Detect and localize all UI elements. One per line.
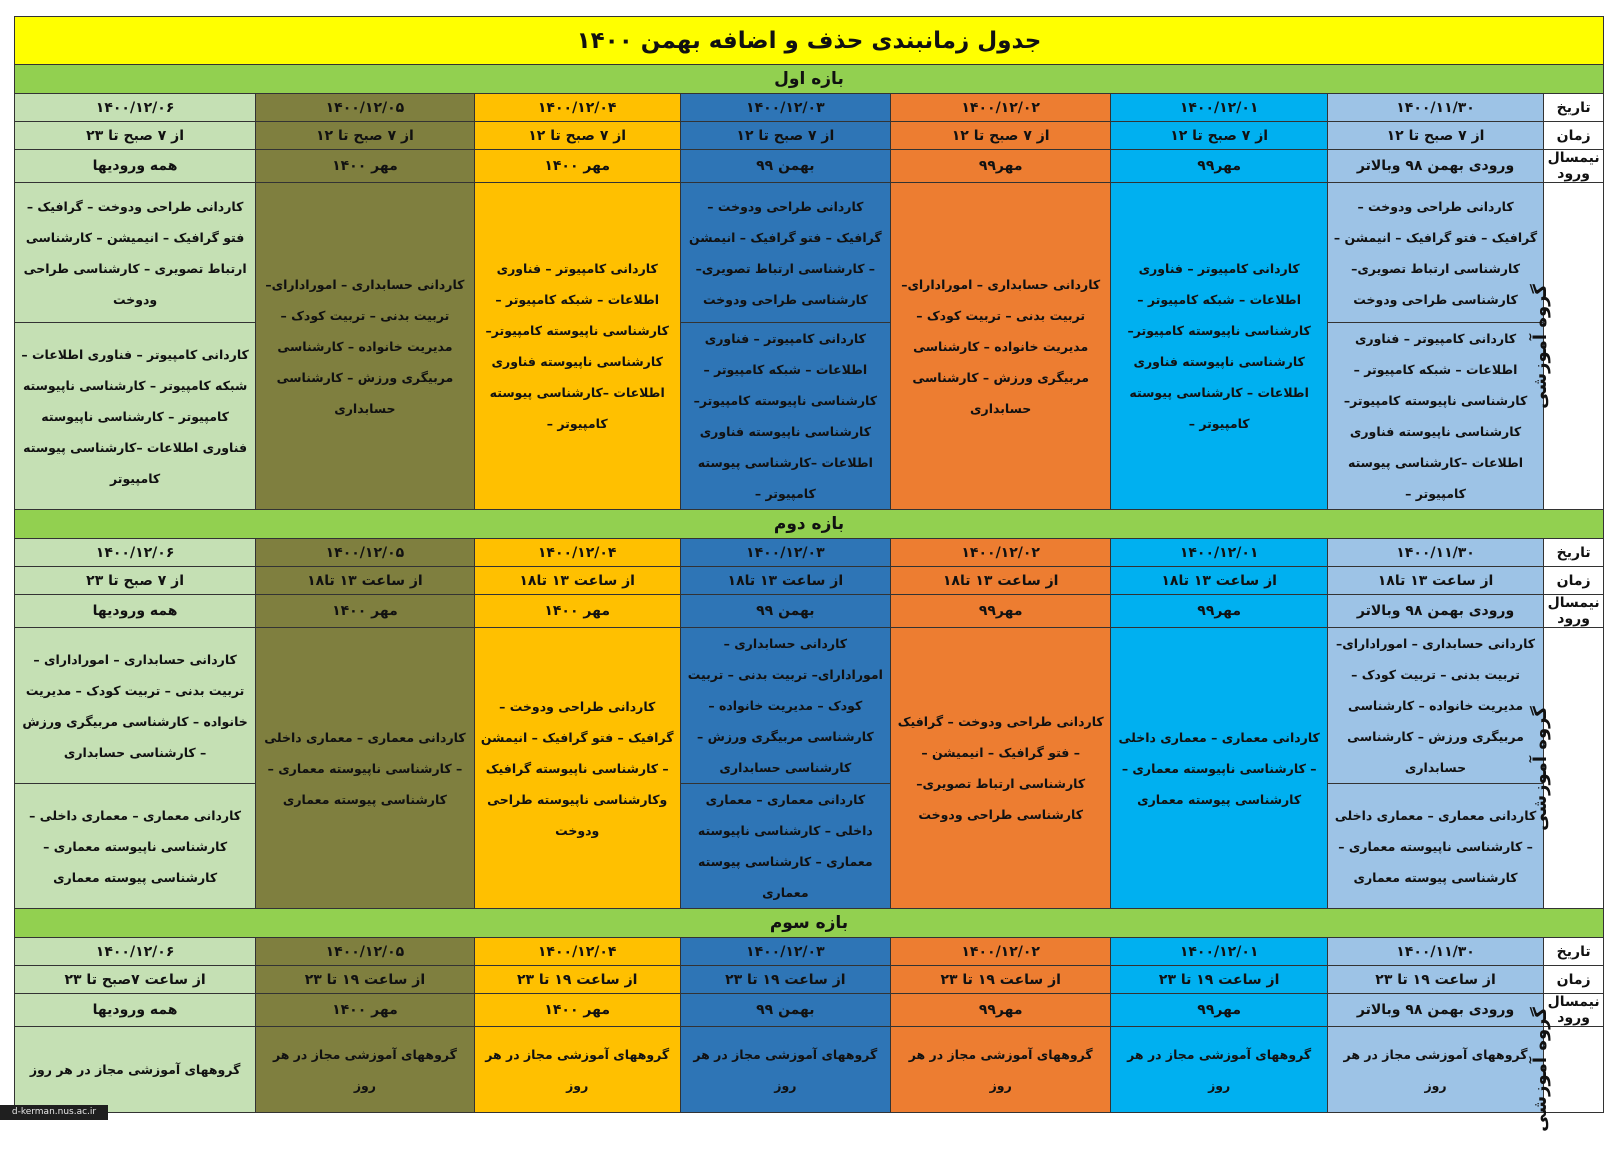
group-cell: کاردانی معماری – معماری داخلی – کارشناسی ناپیوسته معماری – کارشناسی پیوسته معماری <box>15 784 256 909</box>
entry-cell: مهر۹۹ <box>1111 150 1327 183</box>
period-header: بازه دوم <box>15 510 1604 539</box>
date-cell: ۱۴۰۰/۱۱/۳۰ <box>1327 539 1543 567</box>
time-cell: از ۷ صبح تا ۱۲ <box>256 122 474 150</box>
entry-cell: مهر۹۹ <box>1111 595 1327 628</box>
group-cell: کاردانی طراحی ودوخت – گرافیک – فتو گرافیک – انیمشن – کارشناسی ارتباط تصویری– کارشناسی طراحی ودوخت <box>680 183 890 323</box>
group-cell: کاردانی کامپیوتر – فناوری اطلاعات – شبکه کامپیوتر – کارشناسی ناپیوسته کامپیوتر – کارشناسی ناپیوسته فناوری اطلاعات –کارشناسی پیوسته کامپیوتر <box>15 323 256 510</box>
row-label-time: زمان <box>1544 122 1604 150</box>
group-cell: کاردانی حسابداری – امورادارای – تربیت بدنی – تربیت کودک – مدیریت خانواده – کارشناسی مربیگری ورزش – کارشناسی حسابداری <box>15 628 256 784</box>
schedule-table <box>14 16 1604 1132</box>
group-cell: کاردانی طراحی ودوخت – گرافیک – فتو گرافیک – انیمشن – کارشناسی ناپیوسته گرافیک وکارشناسی ناپیوسته طراحی ودوخت <box>474 628 680 909</box>
entry-cell: مهر ۱۴۰۰ <box>256 150 474 183</box>
group-cell: گروههای آموزشی مجاز در هر روز <box>1111 1027 1327 1113</box>
group-cell: کاردانی معماری – معماری داخلی – کارشناسی ناپیوسته معماری – کارشناسی پیوسته معماری <box>1327 784 1543 909</box>
time-cell: از ۷ صبح تا ۱۲ <box>1327 122 1543 150</box>
time-cell: از ساعت ۱۹ تا ۲۳ <box>1327 966 1543 994</box>
row-label-group-text: گروه آموزشی <box>1530 705 1552 831</box>
entry-cell: مهر۹۹ <box>890 150 1111 183</box>
entry-cell: مهر ۱۴۰۰ <box>474 994 680 1027</box>
entry-cell: مهر۹۹ <box>1111 994 1327 1027</box>
time-cell: از ساعت ۱۹ تا ۲۳ <box>256 966 474 994</box>
group-cell: گروههای آموزشی مجاز در هر روز <box>256 1027 474 1113</box>
row-label-group-text: گروه آموزشی <box>1530 283 1552 409</box>
time-cell: از ساعت ۱۳ تا۱۸ <box>474 567 680 595</box>
time-cell: از ساعت ۱۳ تا۱۸ <box>890 567 1111 595</box>
row-label-group <box>1530 183 1604 510</box>
date-cell: ۱۴۰۰/۱۲/۰۶ <box>15 938 256 966</box>
time-cell: از ۷ صبح تا ۱۲ <box>890 122 1111 150</box>
time-cell: از ۷ صبح تا ۲۳ <box>15 567 256 595</box>
date-cell: ۱۴۰۰/۱۲/۰۲ <box>890 94 1111 122</box>
group-cell: کاردانی معماری – معماری داخلی – کارشناسی ناپیوسته معماری – کارشناسی پیوسته معماری <box>1111 628 1327 909</box>
time-cell: از ساعت ۱۳ تا۱۸ <box>256 567 474 595</box>
date-cell: ۱۴۰۰/۱۲/۰۴ <box>474 938 680 966</box>
group-cell: کاردانی حسابداری – امورادارای– تربیت بدنی – تربیت کودک – مدیریت خانواده – کارشناسی مربیگری ورزش – کارشناسی حسابداری <box>890 183 1111 510</box>
group-cell: گروههای آموزشی مجاز در هر روز <box>1327 1027 1543 1113</box>
date-cell: ۱۴۰۰/۱۲/۰۲ <box>890 938 1111 966</box>
period-header: بازه اول <box>15 65 1604 94</box>
date-cell: ۱۴۰۰/۱۱/۳۰ <box>1327 94 1543 122</box>
date-cell: ۱۴۰۰/۱۲/۰۲ <box>890 539 1111 567</box>
group-cell: گروههای آموزشی مجاز در هر روز <box>15 1027 256 1113</box>
entry-cell: همه ورودیها <box>15 595 256 628</box>
group-cell: کاردانی معماری – معماری داخلی – کارشناسی ناپیوسته معماری – کارشناسی پیوسته معماری <box>256 628 474 909</box>
time-cell: از ساعت ۱۹ تا ۲۳ <box>1111 966 1327 994</box>
group-cell: کاردانی حسابداری – امورادارای– تربیت بدنی – تربیت کودک – مدیریت خانواده – کارشناسی مربیگری ورزش – کارشناسی حسابداری <box>1327 628 1543 784</box>
time-cell: از ۷ صبح تا ۱۲ <box>680 122 890 150</box>
group-cell: گروههای آموزشی مجاز در هر روز <box>680 1027 890 1113</box>
group-cell: کاردانی معماری – معماری داخلی – کارشناسی ناپیوسته معماری – کارشناسی پیوسته معماری <box>680 784 890 909</box>
row-label-date: تاریخ <box>1544 94 1604 122</box>
date-cell: ۱۴۰۰/۱۲/۰۵ <box>256 94 474 122</box>
row-label-entry: نیمسال ورود <box>1544 150 1604 183</box>
time-cell: از ساعت ۱۹ تا ۲۳ <box>890 966 1111 994</box>
entry-cell: مهر ۱۴۰۰ <box>256 595 474 628</box>
row-label-group-text: گروه آموزشی <box>1530 1007 1552 1132</box>
entry-cell: مهر ۱۴۰۰ <box>256 994 474 1027</box>
entry-cell: ورودی بهمن ۹۸ وبالاتر <box>1327 150 1543 183</box>
date-cell: ۱۴۰۰/۱۲/۰۶ <box>15 94 256 122</box>
watermark: d-kerman.nus.ac.ir <box>0 1105 108 1120</box>
time-cell: از ساعت ۱۹ تا ۲۳ <box>680 966 890 994</box>
period-header: بازه سوم <box>15 909 1604 938</box>
time-cell: از ۷ صبح تا ۱۲ <box>1111 122 1327 150</box>
time-cell: از ساعت ۱۳ تا۱۸ <box>680 567 890 595</box>
entry-cell: مهر ۱۴۰۰ <box>474 150 680 183</box>
date-cell: ۱۴۰۰/۱۲/۰۱ <box>1111 94 1327 122</box>
date-cell: ۱۴۰۰/۱۲/۰۱ <box>1111 938 1327 966</box>
row-label-entry: نیمسال ورود <box>1544 994 1604 1027</box>
time-cell: از ساعت ۱۳ تا۱۸ <box>1327 567 1543 595</box>
date-cell: ۱۴۰۰/۱۲/۰۴ <box>474 539 680 567</box>
group-cell: کاردانی حسابداری – امورادارای– تربیت بدنی – تربیت کودک – مدیریت خانواده – کارشناسی مربیگری ورزش – کارشناسی حسابداری <box>680 628 890 784</box>
group-cell: کاردانی کامپیوتر – فناوری اطلاعات – شبکه کامپیوتر – کارشناسی ناپیوسته کامپیوتر– کارشناسی ناپیوسته فناوری اطلاعات –کارشناسی پیوسته کامپیوتر – <box>1327 323 1543 510</box>
entry-cell: مهر۹۹ <box>890 595 1111 628</box>
group-cell: کاردانی کامپیوتر – فناوری اطلاعات – شبکه کامپیوتر – کارشناسی ناپیوسته کامپیوتر– کارشناسی ناپیوسته فناوری اطلاعات –کارشناسی پیوسته کامپیوتر – <box>680 323 890 510</box>
date-cell: ۱۴۰۰/۱۲/۰۵ <box>256 938 474 966</box>
entry-cell: بهمن ۹۹ <box>680 595 890 628</box>
group-cell: گروههای آموزشی مجاز در هر روز <box>890 1027 1111 1113</box>
entry-cell: همه ورودیها <box>15 150 256 183</box>
entry-cell: ورودی بهمن ۹۸ وبالاتر <box>1327 994 1543 1027</box>
row-label-entry: نیمسال ورود <box>1544 595 1604 628</box>
date-cell: ۱۴۰۰/۱۲/۰۳ <box>680 539 890 567</box>
row-label-date: تاریخ <box>1544 539 1604 567</box>
entry-cell: مهر ۱۴۰۰ <box>474 595 680 628</box>
entry-cell: بهمن ۹۹ <box>680 150 890 183</box>
group-cell: کاردانی کامپیوتر – فناوری اطلاعات – شبکه کامپیوتر – کارشناسی ناپیوسته کامپیوتر– کارشناسی ناپیوسته فناوری اطلاعات – کارشناسی پیوسته کامپیوتر – <box>1111 183 1327 510</box>
time-cell: از ۷ صبح تا ۱۲ <box>474 122 680 150</box>
group-cell: کاردانی طراحی ودوخت – گرافیک – فتو گرافیک – انیمشن – کارشناسی ارتباط تصویری– کارشناسی طراحی ودوخت <box>1327 183 1543 323</box>
entry-cell: بهمن ۹۹ <box>680 994 890 1027</box>
date-cell: ۱۴۰۰/۱۱/۳۰ <box>1327 938 1543 966</box>
date-cell: ۱۴۰۰/۱۲/۰۴ <box>474 94 680 122</box>
row-label-time: زمان <box>1544 966 1604 994</box>
time-cell: از ساعت ۱۳ تا۱۸ <box>1111 567 1327 595</box>
date-cell: ۱۴۰۰/۱۲/۰۳ <box>680 94 890 122</box>
group-cell: گروههای آموزشی مجاز در هر روز <box>474 1027 680 1113</box>
group-cell: کاردانی کامپیوتر – فناوری اطلاعات – شبکه کامپیوتر – کارشناسی ناپیوسته کامپیوتر– کارشناسی ناپیوسته فناوری اطلاعات –کارشناسی پیوسته کامپیوتر – <box>474 183 680 510</box>
group-cell: کاردانی طراحی ودوخت – گرافیک – فتو گرافیک – انیمیشن – کارشناسی ارتباط تصویری– کارشناسی طراحی ودوخت <box>890 628 1111 909</box>
group-cell: کاردانی طراحی ودوخت – گرافیک – فتو گرافیک – انیمیشن – کارشناسی ارتباط تصویری – کارشناسی طراحی ودوخت <box>15 183 256 323</box>
time-cell: از ۷ صبح تا ۲۳ <box>15 122 256 150</box>
date-cell: ۱۴۰۰/۱۲/۰۵ <box>256 539 474 567</box>
date-cell: ۱۴۰۰/۱۲/۰۶ <box>15 539 256 567</box>
entry-cell: مهر۹۹ <box>890 994 1111 1027</box>
page-title: جدول زمانبندی حذف و اضافه بهمن ۱۴۰۰ <box>15 17 1604 65</box>
row-label-time: زمان <box>1544 567 1604 595</box>
entry-cell: ورودی بهمن ۹۸ وبالاتر <box>1327 595 1543 628</box>
time-cell: از ساعت ۱۹ تا ۲۳ <box>474 966 680 994</box>
time-cell: از ساعت ۷صبح تا ۲۳ <box>15 966 256 994</box>
date-cell: ۱۴۰۰/۱۲/۰۱ <box>1111 539 1327 567</box>
entry-cell: همه ورودیها <box>15 994 256 1027</box>
row-label-date: تاریخ <box>1544 938 1604 966</box>
date-cell: ۱۴۰۰/۱۲/۰۳ <box>680 938 890 966</box>
row-label-group <box>1530 628 1604 909</box>
group-cell: کاردانی حسابداری – امورادارای– تربیت بدنی – تربیت کودک – مدیریت خانواده – کارشناسی مربیگری ورزش – کارشناسی حسابداری <box>256 183 474 510</box>
